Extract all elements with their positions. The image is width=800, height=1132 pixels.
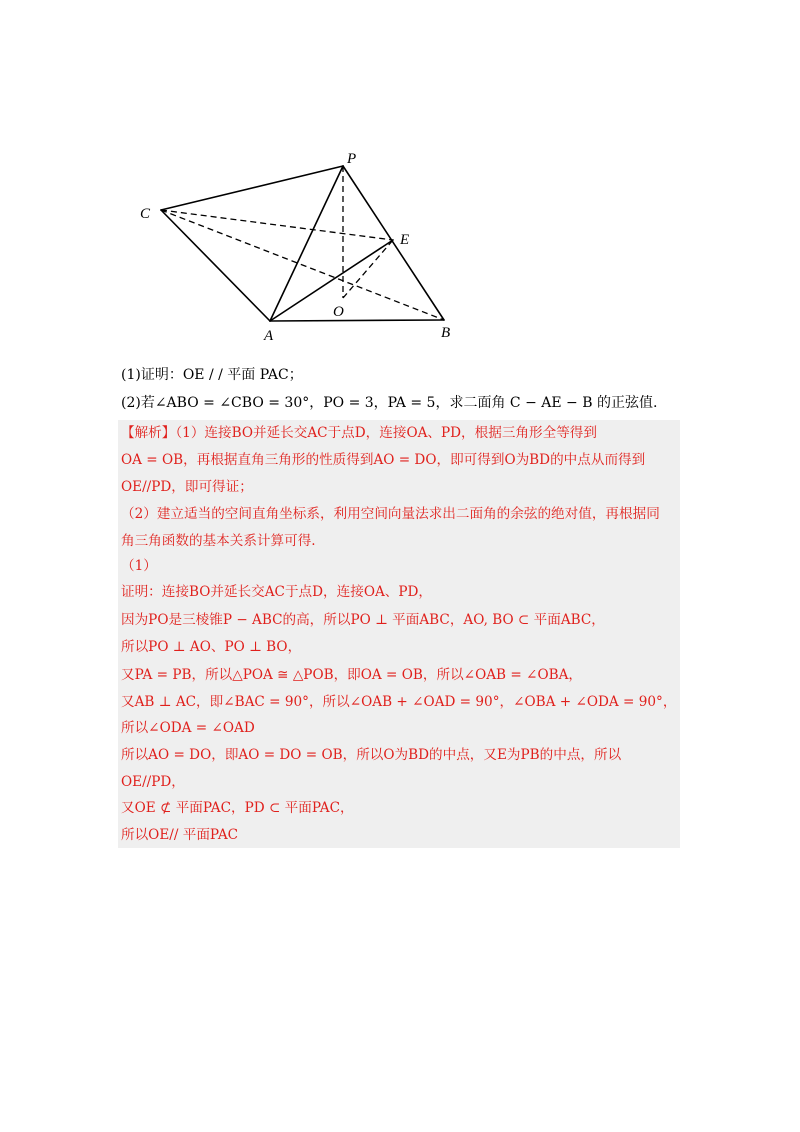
edge-AB: [270, 320, 444, 321]
label-point-O: O: [333, 304, 344, 320]
analysis-line: （1）: [121, 558, 157, 574]
label-point-P: P: [347, 151, 357, 167]
analysis-line: OE//PD，: [121, 774, 185, 790]
pyramid-figure: [128, 145, 468, 350]
analysis-line: OA = OB，再根据直角三角形的性质得到AO = DO，即可得到O为BD的中点从而得到: [121, 452, 646, 468]
analysis-line: 角三角函数的基本关系计算可得.: [121, 533, 316, 549]
analysis-line: 所以AO = DO，即AO = DO = OB，所以O为BD的中点，又E为PB的中点，所以: [121, 747, 622, 763]
segment-OE: [343, 240, 393, 298]
segment-CB: [161, 210, 444, 320]
question-part-1: (1)证明：OE / / 平面 PAC；: [121, 367, 303, 383]
analysis-line: 【解析】（1）连接BO并延长交AC于点D，连接OA、PD，根据三角形全等得到: [121, 425, 597, 441]
analysis-panel: [118, 420, 680, 848]
label-point-A: A: [264, 328, 274, 344]
analysis-line: 又OE ⊄ 平面PAC，PD ⊂ 平面PAC，: [121, 800, 354, 816]
edge-PC: [161, 166, 343, 210]
label-point-B: B: [441, 325, 451, 341]
analysis-line: 所以PO ⊥ AO、PO ⊥ BO，: [121, 639, 302, 655]
analysis-line: 又AB ⊥ AC，即∠BAC = 90°，所以∠OAB + ∠OAD = 90°，∠OBA + ∠ODA = 90°，: [121, 694, 677, 710]
analysis-line: 所以OE// 平面PAC: [121, 827, 239, 843]
edge-CA: [161, 210, 270, 321]
analysis-line: 所以∠ODA = ∠OAD: [121, 720, 255, 736]
label-point-E: E: [400, 232, 410, 248]
analysis-line: 因为PO是三棱锥P − ABC的高，所以PO ⊥ 平面ABC，AO, BO ⊂ 平面ABC，: [121, 612, 605, 628]
analysis-line: （2）建立适当的空间直角坐标系，利用空间向量法求出二面角的余弦的绝对值，再根据同: [121, 506, 660, 522]
analysis-line: 证明：连接BO并延长交AC于点D，连接OA、PD，: [121, 584, 433, 600]
analysis-line: OE//PD，即可得证；: [121, 479, 253, 495]
segment-CE: [161, 210, 393, 240]
question-part-2: (2)若∠ABO = ∠CBO = 30°，PO = 3，PA = 5，求二面角 C − AE − B 的正弦值.: [121, 395, 658, 411]
label-point-C: C: [140, 206, 151, 222]
analysis-line: 又PA = PB，所以△POA ≅ △POB，即OA = OB，所以∠OAB = ∠OBA，: [121, 667, 582, 683]
edge-PB: [343, 166, 444, 320]
